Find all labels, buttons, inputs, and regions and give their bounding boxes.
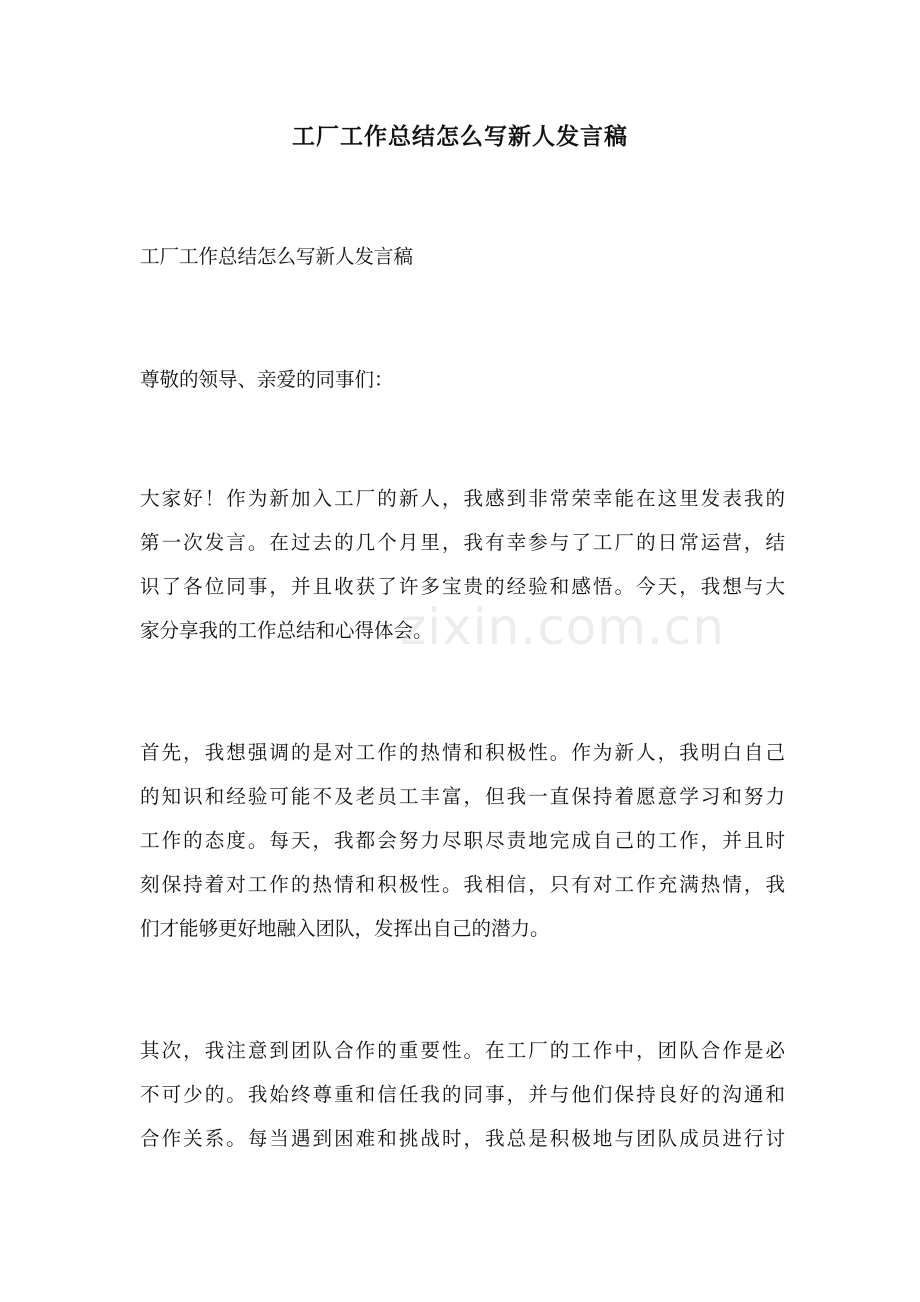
paragraph-line: 大家好！作为新加入工厂的新人，我感到非常荣幸能在这里发表我的 bbox=[140, 487, 785, 510]
paragraph-line: 家分享我的工作总结和心得体会。 bbox=[140, 619, 433, 642]
paragraph-line: 的知识和经验可能不及老员工丰富，但我一直保持着愿意学习和努力 bbox=[140, 785, 785, 808]
paragraph-line: 们才能够更好地融入团队，发挥出自己的潜力。 bbox=[140, 917, 550, 940]
paragraph-line: 工作的态度。每天，我都会努力尽职尽责地完成自己的工作，并且时 bbox=[140, 829, 785, 852]
paragraph-line: 第一次发言。在过去的几个月里，我有幸参与了工厂的日常运营，结 bbox=[140, 531, 785, 554]
paragraph-line: 其次，我注意到团队合作的重要性。在工厂的工作中，团队合作是必 bbox=[140, 1039, 785, 1062]
document-title: 工厂工作总结怎么写新人发言稿 bbox=[292, 123, 628, 150]
paragraph-line: 合作关系。每当遇到困难和挑战时，我总是积极地与团队成员进行讨 bbox=[140, 1127, 785, 1150]
paragraph-line: 首先，我想强调的是对工作的热情和积极性。作为新人，我明白自己 bbox=[140, 741, 785, 764]
paragraph-line: 刻保持着对工作的热情和积极性。我相信，只有对工作充满热情，我 bbox=[140, 873, 785, 896]
paragraph-line: 不可少的。我始终尊重和信任我的同事，并与他们保持良好的沟通和 bbox=[140, 1083, 785, 1106]
salutation: 尊敬的领导、亲爱的同事们： bbox=[140, 368, 394, 391]
document-subtitle: 工厂工作总结怎么写新人发言稿 bbox=[140, 245, 414, 268]
paragraph-line: 识了各位同事，并且收获了许多宝贵的经验和感悟。今天，我想与大 bbox=[140, 575, 785, 598]
watermark-text: zixin.com.cn bbox=[400, 598, 726, 656]
